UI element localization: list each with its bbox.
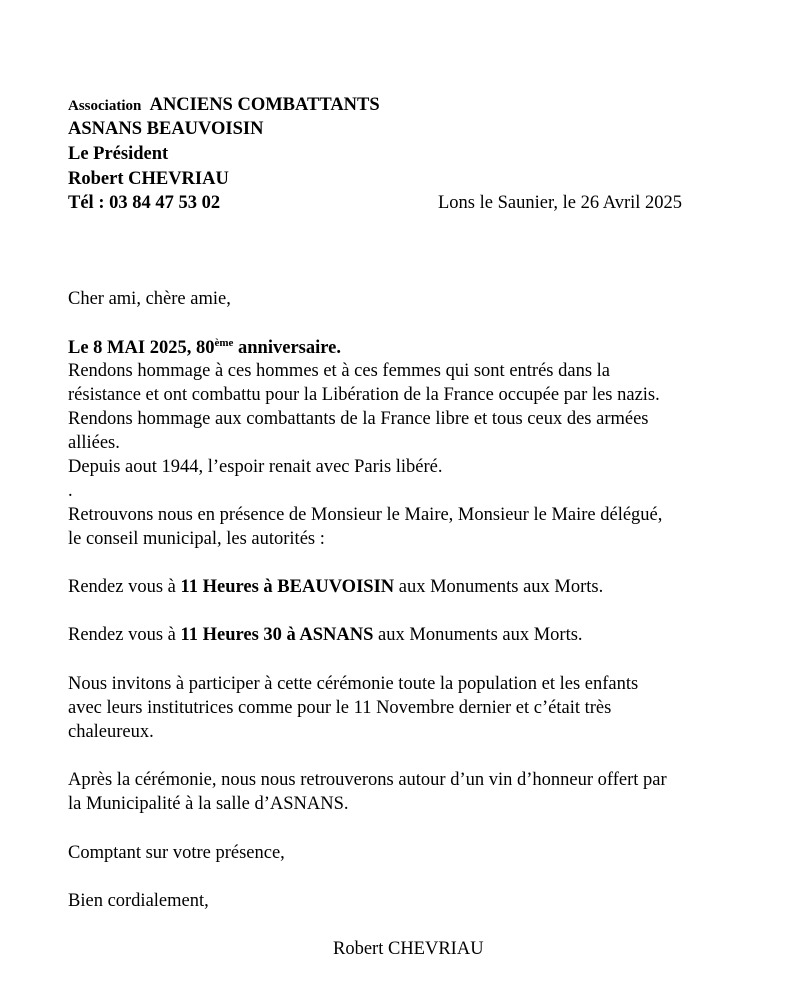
association-prefix: Association	[68, 98, 142, 114]
body-line: Depuis aout 1944, l’espoir renait avec Paris libéré.	[68, 457, 443, 477]
body-line: résistance et ont combattu pour la Libération de la France occupée par les nazis.	[68, 385, 660, 405]
rdv2-prefix: Rendez vous à	[68, 625, 181, 645]
rdv1-prefix: Rendez vous à	[68, 577, 181, 597]
rdv2-time-place: 11 Heures 30 à ASNANS	[180, 625, 374, 645]
presence-line: le conseil municipal, les autorités :	[68, 529, 325, 549]
headline-superscript: ème	[214, 337, 234, 349]
rendezvous-beauvoisin	[68, 576, 603, 599]
invite-line: chaleureux.	[68, 722, 154, 742]
after-line: la Municipalité à la salle d’ASNANS.	[68, 794, 349, 814]
president-role: Le Président	[68, 144, 169, 164]
body-line: .	[68, 481, 73, 501]
rdv1-suffix: aux Monuments aux Morts.	[394, 577, 604, 597]
body-line: Rendons hommage à ces hommes et à ces femmes qui sont entrés dans la	[68, 361, 611, 381]
greeting: Cher ami, chère amie,	[68, 289, 231, 309]
headline-suffix: anniversaire.	[233, 338, 341, 358]
rendezvous-asnans	[68, 624, 583, 647]
association-line	[68, 94, 380, 118]
body-line: alliées.	[68, 433, 120, 453]
rdv1-time-place: 11 Heures à BEAUVOISIN	[180, 577, 395, 597]
body-line: Rendons hommage aux combattants de la France libre et tous ceux des armées	[68, 409, 649, 429]
association-name: ANCIENS COMBATTANTS	[149, 95, 380, 115]
headline	[68, 337, 341, 360]
closing-regards: Bien cordialement,	[68, 891, 209, 911]
rdv2-suffix: aux Monuments aux Morts.	[373, 625, 583, 645]
presence-line: Retrouvons nous en présence de Monsieur le Maire, Monsieur le Maire délégué,	[68, 505, 663, 525]
invite-line: avec leurs institutrices comme pour le 11 Novembre dernier et c’était très	[68, 698, 612, 718]
signature: Robert CHEVRIAU	[333, 939, 484, 959]
association-location: ASNANS BEAUVOISIN	[68, 119, 264, 139]
place-date: Lons le Saunier, le 26 Avril 2025	[438, 193, 683, 213]
headline-prefix: Le 8 MAI 2025, 80	[68, 338, 215, 358]
phone-number: Tél : 03 84 47 53 02	[68, 193, 221, 213]
closing-presence: Comptant sur votre présence,	[68, 843, 285, 863]
president-name: Robert CHEVRIAU	[68, 169, 229, 189]
after-line: Après la cérémonie, nous nous retrouverons autour d’un vin d’honneur offert par	[68, 770, 667, 790]
invite-line: Nous invitons à participer à cette cérémonie toute la population et les enfants	[68, 674, 639, 694]
